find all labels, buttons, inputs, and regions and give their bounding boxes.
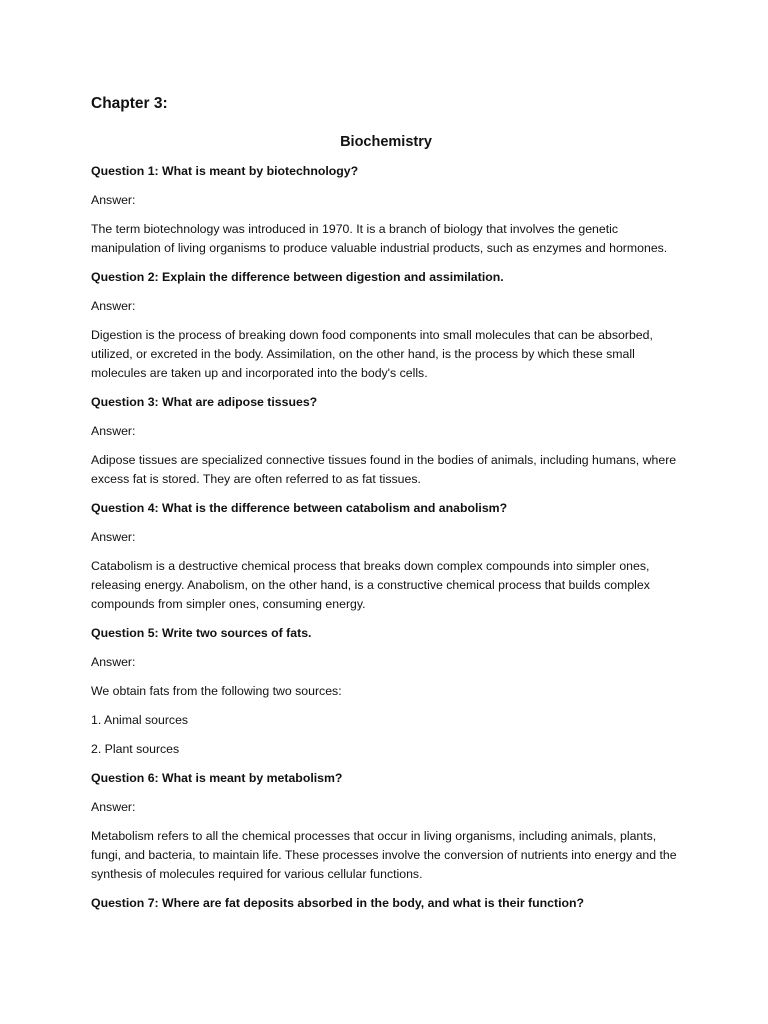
question-5: Question 5: Write two sources of fats.	[91, 626, 312, 640]
answer-4: Catabolism is a destructive chemical process that breaks down complex compounds into simpler ones, releasing energy. Anabolism, on the other hand, is a constructive chemical process that builds complex compounds from simpler ones, consuming energy.	[91, 559, 650, 611]
question-4: Question 4: What is the difference between catabolism and anabolism?	[91, 501, 508, 515]
answer-label: Answer:	[91, 424, 136, 438]
answer-label: Answer:	[91, 299, 136, 313]
question-1: Question 1: What is meant by biotechnology?	[91, 164, 359, 178]
answer-3: Adipose tissues are specialized connective tissues found in the bodies of animals, including humans, where excess fat is stored. They are often referred to as fat tissues.	[91, 453, 677, 486]
page-title: Biochemistry	[340, 134, 432, 150]
question-3: Question 3: What are adipose tissues?	[91, 395, 318, 409]
chapter-heading: Chapter 3:	[91, 95, 168, 112]
document-page	[91, 92, 681, 923]
question-2: Question 2: Explain the difference between digestion and assimilation.	[91, 270, 504, 284]
answer-1: The term biotechnology was introduced in 1970. It is a branch of biology that involves the genetic manipulation of living organisms to produce valuable industrial products, such as enzymes and hormones.	[91, 222, 668, 255]
question-6: Question 6: What is meant by metabolism?	[91, 771, 343, 785]
list-item: 2. Plant sources	[91, 742, 180, 756]
question-7: Question 7: Where are fat deposits absorbed in the body, and what is their function?	[91, 896, 585, 910]
answer-2: Digestion is the process of breaking down food components into small molecules that can be absorbed, utilized, or excreted in the body. Assimilation, on the other hand, is the process by which these small molecules are taken up and incorporated into the body's cells.	[91, 328, 653, 380]
answer-label: Answer:	[91, 800, 136, 814]
answer-6: Metabolism refers to all the chemical processes that occur in living organisms, including animals, plants, fungi, and bacteria, to maintain life. These processes involve the conversion of nutrients into energy and the synthesis of molecules required for various cellular functions.	[91, 829, 677, 881]
list-item: 1. Animal sources	[91, 713, 189, 727]
answer-5: We obtain fats from the following two sources:	[91, 684, 342, 698]
answer-label: Answer:	[91, 530, 136, 544]
answer-label: Answer:	[91, 193, 136, 207]
answer-label: Answer:	[91, 655, 136, 669]
